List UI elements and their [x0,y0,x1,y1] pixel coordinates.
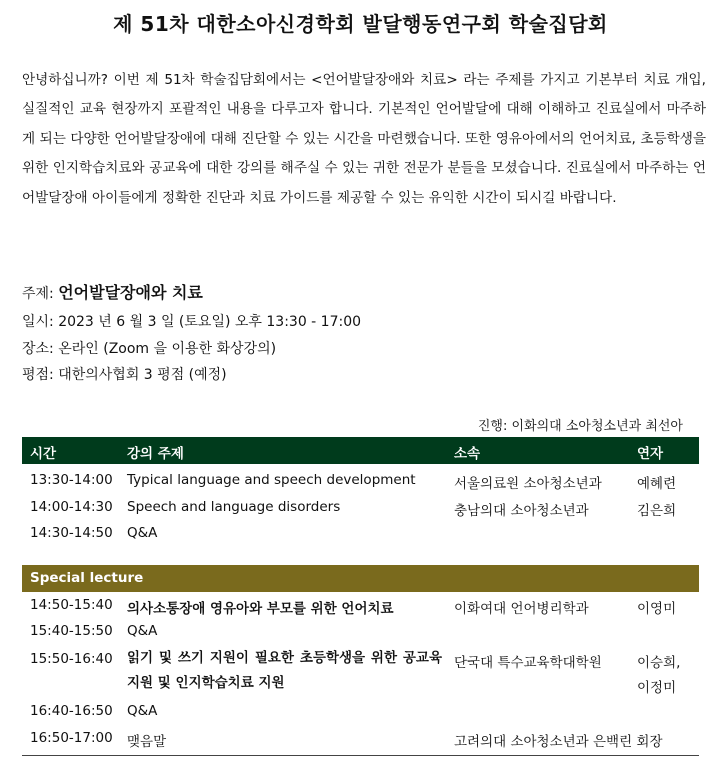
row-time: 15:40-15:50 [30,623,113,639]
special-lecture-bar [22,565,699,592]
row-speaker: 예혜련 [637,476,677,492]
row-speaker-2: 이정미 [637,680,677,696]
row-time: 15:50-16:40 [30,651,113,667]
row-topic: 의사소통장애 영유아와 부모를 위한 언어치료 [127,601,394,617]
row-topic: Speech and language disorders [127,499,341,515]
row-affiliation: 단국대 특수교육학대학원 [454,655,602,671]
row-topic: Q&A [127,703,158,719]
row-topic: Q&A [127,525,158,541]
row-affiliation: 서울의료원 소아청소년과 [454,476,602,492]
intro-paragraph: 안녕하십니까? 이번 제 51차 학술집담회에서는 <언어발달장애와 치료> 라는 주제를 가지고 기본부터 치료 개입, 실질적인 교육 현장까지 포괄적인 내용을 다루고자 합니다. 기본적인 언어발달에 대해 이해하고 진료실에서 마주하게 되는 다양한 언어발달장애에 대해 진단할 수 있는 시간을 마련했습니다. 또한 영유아에서의 언어치료, 초등학생을 위한 인지학습치료와 공교육에 대한 강의를 해주실 수 있는 귀한 전문가 분들을 모셨습니다. 진료실에서 마주하는 언어발달장애 아이들에게 정확한 진단과 치료 가이드를 제공할 수 있는 유익한 시간이 되시길 바랍니다. [22,72,706,206]
row-speaker: 이영미 [637,601,677,617]
header-topic: 강의 주제 [127,446,184,462]
table-bottom-rule [22,755,699,756]
row-time: 14:50-15:40 [30,597,113,613]
row-time: 14:30-14:50 [30,525,113,541]
row-topic: 맺음말 [127,734,167,750]
row-topic: Typical language and speech development [127,472,416,488]
topic-value: 언어발달장애와 치료 [58,283,203,302]
row-topic: Q&A [127,623,158,639]
row-time: 16:50-17:00 [30,730,113,746]
special-lecture-label: Special lecture [30,570,144,586]
topic-label: 주제: [22,286,54,302]
row-affiliation: 고려의대 소아청소년과 은백린 회장 [454,734,663,750]
place-line: 장소: 온라인 (Zoom 을 이용한 화상강의) [22,341,277,357]
row-topic: 읽기 및 쓰기 지원이 필요한 초등학생을 위한 공교육 지원 및 인지학습치료 지원 [127,650,442,691]
row-time: 13:30-14:00 [30,472,113,488]
page-title: 제 51차 대한소아신경학회 발달행동연구회 학술집담회 [113,12,608,36]
credit-line: 평점: 대한의사협회 3 평점 (예정) [22,367,227,383]
row-affiliation: 충남의대 소아청소년과 [454,503,589,519]
row-time: 16:40-16:50 [30,703,113,719]
header-affiliation: 소속 [454,446,481,462]
topic-line [22,280,203,303]
table-header [22,437,699,464]
row-time: 14:00-14:30 [30,499,113,515]
header-speaker: 연자 [637,446,664,462]
header-time: 시간 [30,446,57,462]
date-line: 일시: 2023 년 6 월 3 일 (토요일) 오후 13:30 - 17:00 [22,314,362,330]
row-affiliation: 이화여대 언어병리학과 [454,601,589,617]
host-line: 진행: 이화의대 소아청소년과 최선아 [477,419,683,434]
row-speaker: 이승희, [637,655,681,671]
row-speaker: 김은희 [637,503,677,519]
